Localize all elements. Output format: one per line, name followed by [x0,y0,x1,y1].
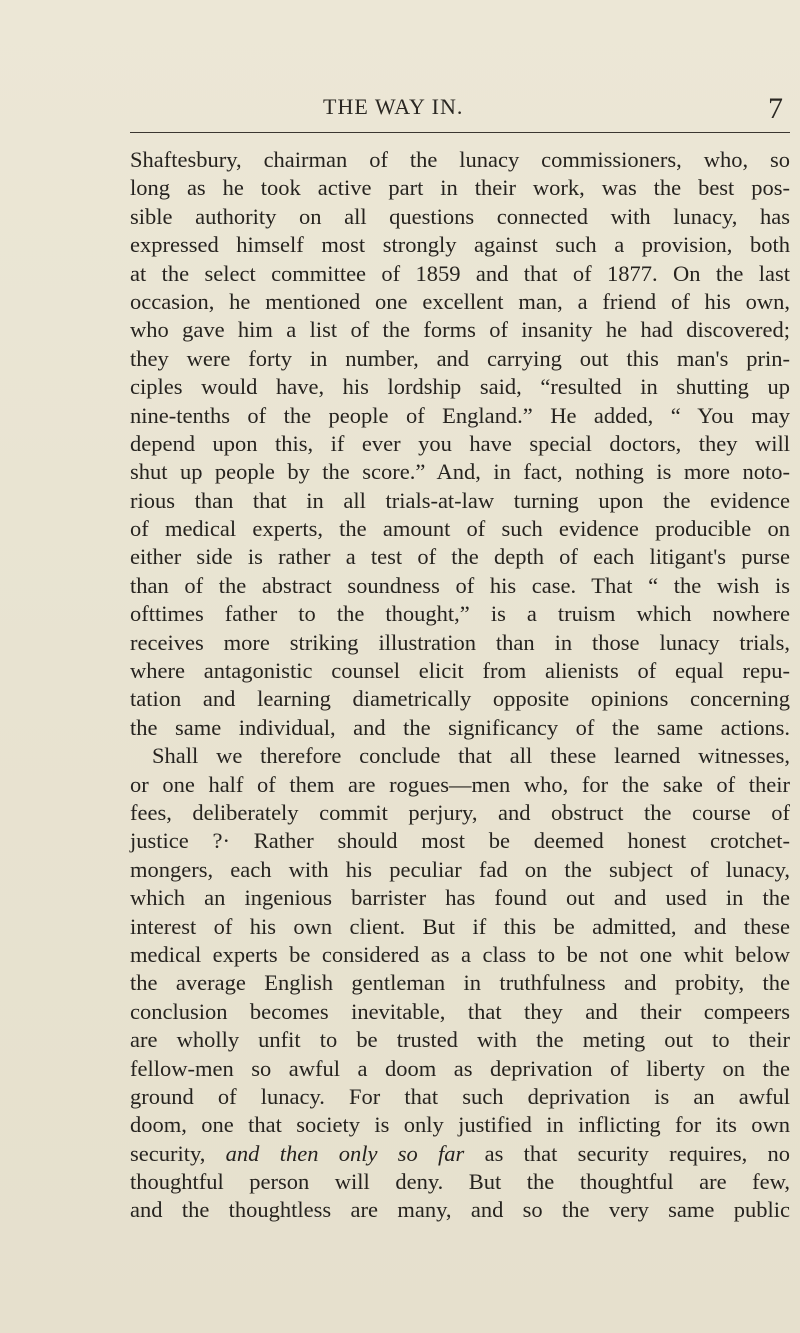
text-line: than of the abstract soundness of his case. That “ the wish is [130,572,790,598]
text-line: Shall we therefore conclude that all these learned witnesses, [152,743,790,769]
text-line: rious than that in all trials-at-law turning upon the evidence [130,487,790,513]
text-line-italic [130,1140,790,1168]
text-line: who gave him a list of the forms of insanity he had discovered; [130,317,790,343]
text-line: mongers, each with his peculiar fad on the subject of lunacy, [130,856,790,882]
text-line: either side is rather a test of the depth of each litigant's purse [130,544,790,570]
text-line: fees, deliberately commit perjury, and obstruct the course of [130,799,790,825]
body-text [130,146,790,1225]
text-line: conclusion becomes inevitable, that they and their compeers [130,998,790,1024]
text-line: shut up people by the score.” And, in fact, nothing is more noto- [130,459,790,485]
text-line: they were forty in number, and carrying out this man's prin- [130,345,790,371]
text-line: or one half of them are rogues—men who, for the sake of their [130,771,790,797]
text-line: long as he took active part in their work, was the best pos- [130,175,790,201]
text-line: ground of lunacy. For that such deprivation is an awful [130,1083,790,1109]
text-line: depend upon this, if ever you have special doctors, they will [130,430,790,456]
text-line: expressed himself most strongly against such a provision, both [130,232,790,258]
text-line: the same individual, and the significancy of the same actions. [130,714,790,740]
text-line: medical experts be considered as a class to be not one whit below [130,941,790,967]
text-line: interest of his own client. But if this be admitted, and these [130,913,790,939]
text-line: occasion, he mentioned one excellent man, a friend of his own, [130,288,790,314]
text-line: nine-tenths of the people of England.” He added, “ You may [130,402,790,428]
italic-phrase: and then only so far [225,1140,465,1166]
text-line: the average English gentleman in truthfulness and probity, the [130,970,790,996]
italic-line-before: security, [130,1140,226,1166]
text-line: justice ?· Rather should most be deemed honest crotchet- [130,828,790,854]
text-line: of medical experts, the amount of such evidence producible on [130,516,790,542]
text-line: thoughtful person will deny. But the thoughtful are few, [130,1169,790,1195]
text-line: which an ingenious barrister has found out and used in the [130,885,790,911]
text-line: tation and learning diametrically opposite opinions concerning [130,686,790,712]
text-line: where antagonistic counsel elicit from alienists of equal repu- [130,658,790,684]
text-line: are wholly unfit to be trusted with the meting out to their [130,1027,790,1053]
text-line: Shaftesbury, chairman of the lunacy commissioners, who, so [130,147,790,172]
text-line: receives more striking illustration than in those lunacy trials, [130,629,790,655]
running-head [130,88,790,133]
text-line: at the select committee of 1859 and that of 1877. On the last [130,260,790,286]
italic-line-after: as that security requires, no [464,1140,790,1166]
text-line: sible authority on all questions connected with lunacy, has [130,203,790,229]
page-number: 7 [768,92,783,125]
text-line: doom, one that society is only justified in inflicting for its own [130,1112,790,1138]
running-title: THE WAY IN. [323,94,464,119]
text-line: ciples would have, his lordship said, “resulted in shutting up [130,374,790,400]
text-line: and the thoughtless are many, and so the very same public [130,1197,790,1223]
text-line: ofttimes father to the thought,” is a truism which nowhere [130,601,790,627]
text-line: fellow-men so awful a doom as deprivation of liberty on the [130,1055,790,1081]
